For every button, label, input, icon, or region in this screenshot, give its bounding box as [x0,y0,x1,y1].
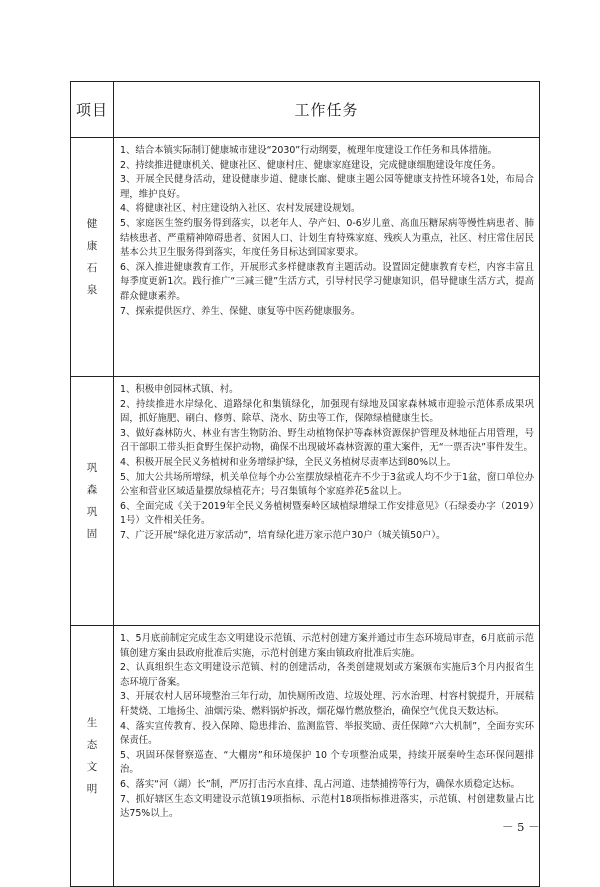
category-line: 巩 固 [86,506,104,540]
task-item: 6、深入推进健康教育工作，开展形式多样健康教育主题活动。设置固定健康教育专栏，内容丰富且每季度更新1次。践行推广“三减三健”生活方式，引导村民学习健康知识，倡导健康生活方式，提高群众健康素养。 [120,261,534,302]
task-content [114,138,540,377]
task-item: 7、广泛开展“绿化进万家活动”，培育绿化进万家示范户30户（城关镇50户）。 [120,529,446,541]
task-item: 4、落实宣传教育、投入保障、隐患排治、监测监管、举报奖励、责任保障“六大机制”，全面夯实环保责任。 [120,720,534,747]
task-item: 6、落实“河（湖）长”制，严厉打击污水直排、乱占河道、违禁捕捞等行为，确保水质稳定达标。 [120,778,521,790]
task-item: 4、将健康社区、村庄建设纳入社区、农村发展建设规划。 [120,203,361,215]
task-item: 1、积极申创园林式镇、村。 [120,384,239,395]
category-line: 健 康 [86,218,104,252]
task-item: 3、开展全民健身活动，建设健康步道、健康长廊、健康主题公园等健康支持性环境各1处，布局合理，维护良好。 [120,174,534,200]
task-item: 5、家庭医生签约服务得到落实，以老年人、孕产妇、0-6岁儿童、高血压糖尿病等慢性病患者、肺结核患者、严重精神障碍患者、贫困人口、计划生育特殊家庭、残疾人为重点，社区、村庄常住居民基本公共卫生服务得到落实，年度任务目标达到国家要求。 [120,217,534,259]
task-item: 5、巩固环保督察巡查、“大棚房”和环境保护 10 个专项整治成果，持续开展秦岭生态环保问题排治。 [120,749,534,776]
task-item: 3、做好森林防火、林业有害生物防治、野生动植物保护等森林资源保护管理及林地征占用管理，号召干部职工带头拒食野生保护动物，确保不出现破坏森林资源的重大案件，无“一票否决”事件发生。 [120,427,534,454]
task-item: 5、加大公共场所增绿，机关单位每个办公室摆放绿植花卉不少于3盆或人均不少于1盆，窗口单位办公室和营业区域适量摆放绿植花卉；号召集镇每个家庭养花5盆以上。 [120,471,534,498]
task-content [114,377,540,626]
task-item: 1、5月底前制定完成生态文明建设示范镇、示范村创建方案并通过市生态环境局审查，6月底前示范镇创建方案由县政府批准后实施，示范村创建方案由镇政府批准后实施。 [120,633,534,659]
task-item: 2、持续推进水岸绿化、道路绿化和集镇绿化，加强现有绿地及国家森林城市迎验示范体系成果巩固，抓好施肥、刷白、修剪、除草、浇水、防虫等工作，保障绿植健康生长。 [120,398,534,425]
category-line: 石 泉 [86,262,104,296]
page-number: － 5 － [502,820,540,834]
task-content [114,626,540,887]
task-item: 6、全面完成《关于2019年全民义务植树暨秦岭区域植绿增绿工作安排意见》（石绿委办字（2019）1号）文件相关任务。 [120,500,534,527]
table-header-row [71,82,540,138]
category-cell [71,138,114,377]
header-work-task: 工作任务 [114,82,540,138]
task-item: 7、抓好辖区生态文明建设示范镇19项指标、示范村18项指标推进落实，示范镇、村创建数量占比达75%以上。 [120,793,534,820]
table-row [71,138,540,377]
category-cell [71,377,114,626]
category-cell [71,626,114,887]
table-row [71,626,540,887]
task-item: 2、认真组织生态文明建设示范镇、村的创建活动，各类创建规划或方案颁布实施后3个月内报省生态环境厅备案。 [120,662,534,688]
work-task-table [70,81,540,887]
task-item: 7、探索提供医疗、养生、保健、康复等中医药健康服务。 [120,305,361,317]
task-item: 2、持续推进健康机关、健康社区、健康村庄、健康家庭建设，完成健康细胞建设年度任务。 [120,159,501,171]
task-item: 3、开展农村人居环境整治三年行动，加快厕所改造、垃圾处理、污水治理、村容村貌提升，开展秸秆焚烧、工地扬尘、油烟污染、燃料锅炉拆改，烟花爆竹燃放整治，确保空气优良天数达标。 [120,691,534,717]
task-item: 4、积极开展全民义务植树和业务增绿护绿，全民义务植树尽责率达到80%以上。 [120,456,457,468]
category-line: 生 态 [86,717,104,751]
table-row [71,377,540,626]
category-line: 巩 森 [86,462,104,496]
category-line: 文 明 [86,761,104,795]
header-project: 项目 [71,82,114,138]
task-item: 1、结合本镇实际制订健康城市建设“2030”行动纲要，梳理年度建设工作任务和具体措施。 [120,145,498,156]
